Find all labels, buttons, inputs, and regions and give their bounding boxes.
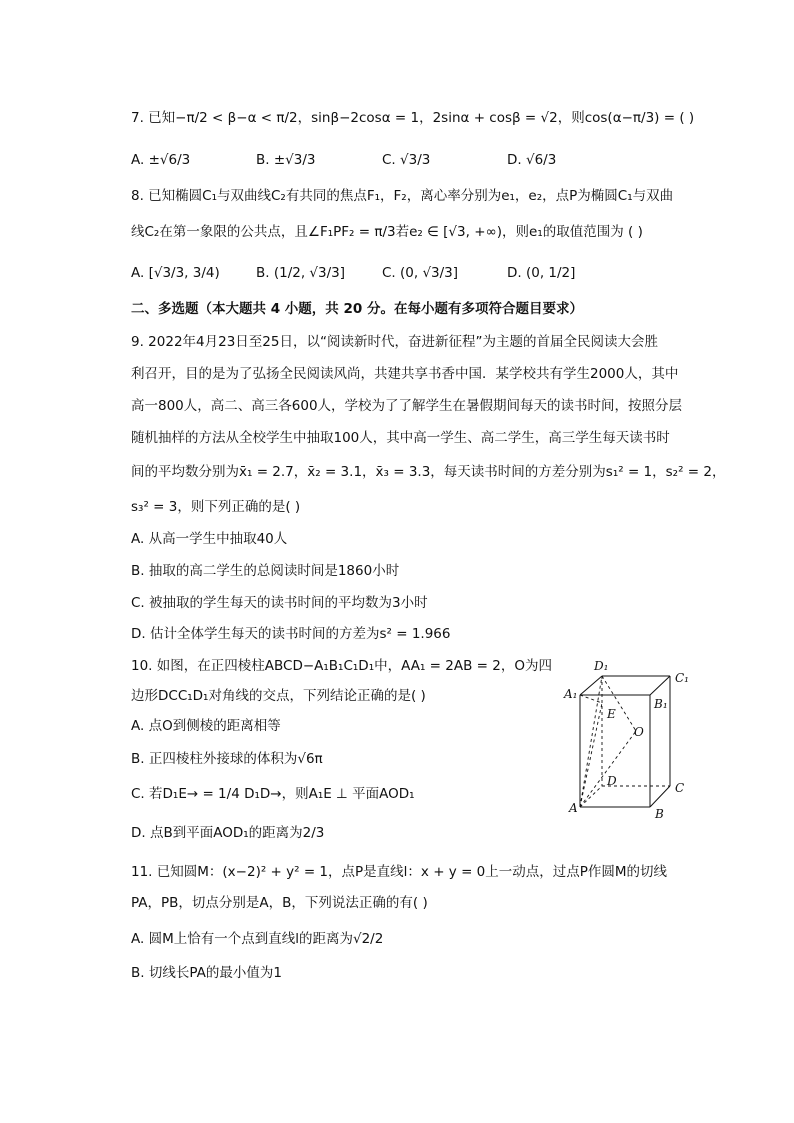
label-a: A: [569, 801, 578, 815]
q10-line-1: 10. 如图，在正四棱柱ABCD−A₁B₁C₁D₁中，AA₁ = 2AB = 2，O为四: [131, 658, 552, 674]
q10-option-a: A. 点O到侧棱的距离相等: [131, 718, 281, 734]
label-e: E: [607, 707, 616, 721]
q10-option-c: C. 若D₁E→ = 1/4 D₁D→，则A₁E ⊥ 平面AOD₁: [131, 786, 415, 802]
q9-option-d: D. 估计全体学生每天的读书时间的方差为s² = 1.966: [131, 626, 451, 642]
label-a1: A₁: [564, 687, 578, 701]
q9-option-a: A. 从高一学生中抽取40人: [131, 531, 288, 547]
segment-d1-o: [602, 676, 636, 731]
q9-option-b: B. 抽取的高二学生的总阅读时间是1860小时: [131, 563, 400, 579]
label-o: O: [634, 725, 644, 739]
q9-line-4: 随机抽样的方法从全校学生中抽取100人，其中高一学生、高二学生，高三学生每天读书时: [131, 430, 670, 446]
q9-line-3: 高一800人，高二、高三各600人，学校为了了解学生在暑假期间每天的读书时间，按照分层: [131, 398, 683, 414]
label-b1: B₁: [654, 697, 668, 711]
prism-figure: [562, 652, 694, 820]
q8-option-d: D. (0, 1/2]: [507, 265, 576, 281]
q8-stem-line1: 8. 已知椭圆C₁与双曲线C₂有共同的焦点F₁，F₂，离心率分别为e₁，e₂，点P为椭圆C₁与双曲: [131, 188, 674, 204]
q8-stem-line2: 线C₂在第一象限的公共点，且∠F₁PF₂ = π/3若e₂ ∈ [√3, +∞)，则e₁的取值范围为 ( ): [131, 224, 643, 240]
edge-b1-c1: [650, 676, 670, 695]
edge-b-c: [650, 786, 670, 807]
label-c: C: [675, 781, 685, 795]
q7-option-d: D. √6/3: [507, 152, 557, 168]
q9-line-5: 间的平均数分别为x̄₁ = 2.7，x̄₂ = 3.1，x̄₃ = 3.3，每天读书时间的方差分别为s₁² = 1，s₂² = 2，: [131, 464, 726, 480]
segment-a-d1: [580, 676, 602, 807]
q7-option-a: A. ±√6/3: [131, 152, 191, 168]
q11-line-1: 11. 已知圆M：(x−2)² + y² = 1，点P是直线l：x + y = 0上一动点，过点P作圆M的切线: [131, 864, 668, 880]
q11-option-a: A. 圆M上恰有一个点到直线l的距离为√2/2: [131, 931, 384, 947]
q11-option-b: B. 切线长PA的最小值为1: [131, 965, 282, 981]
q10-option-b: B. 正四棱柱外接球的体积为√6π: [131, 751, 323, 767]
edge-d1-a1: [580, 676, 602, 695]
segment-a1-e: [580, 695, 602, 703]
section-header-multiple-choice: 二、多选题（本大题共 4 小题，共 20 分。在每小题有多项符合题目要求）: [131, 301, 583, 317]
q7-option-c: C. √3/3: [382, 152, 431, 168]
label-d1: D₁: [594, 659, 609, 673]
q7-option-b: B. ±√3/3: [256, 152, 316, 168]
q9-option-c: C. 被抽取的学生每天的读书时间的平均数为3小时: [131, 595, 428, 611]
q8-option-c: C. (0, √3/3]: [382, 265, 459, 281]
label-b: B: [655, 807, 664, 820]
q9-line-6: s₃² = 3，则下列正确的是( ): [131, 499, 301, 515]
q9-line-2: 利召开，目的是为了弘扬全民阅读风尚，共建共享书香中国．某学校共有学生2000人，其中: [131, 366, 679, 382]
q7-stem: 7. 已知−π/2 < β−α < π/2，sinβ−2cosα = 1，2sinα + cosβ = √2，则cos(α−π/3) = ( ): [131, 110, 695, 126]
label-d: D: [607, 774, 617, 788]
q8-option-a: A. [√3/3, 3/4): [131, 265, 220, 281]
q8-option-b: B. (1/2, √3/3]: [256, 265, 346, 281]
q9-line-1: 9. 2022年4月23日至25日，以“阅读新时代，奋进新征程”为主题的首届全民阅读大会胜: [131, 334, 658, 350]
q10-line-2: 边形DCC₁D₁对角线的交点，下列结论正确的是( ): [131, 688, 426, 704]
q10-option-d: D. 点B到平面AOD₁的距离为2/3: [131, 825, 325, 841]
q11-line-2: PA，PB，切点分别是A，B，下列说法正确的有( ): [131, 895, 428, 911]
label-c1: C₁: [675, 671, 689, 685]
